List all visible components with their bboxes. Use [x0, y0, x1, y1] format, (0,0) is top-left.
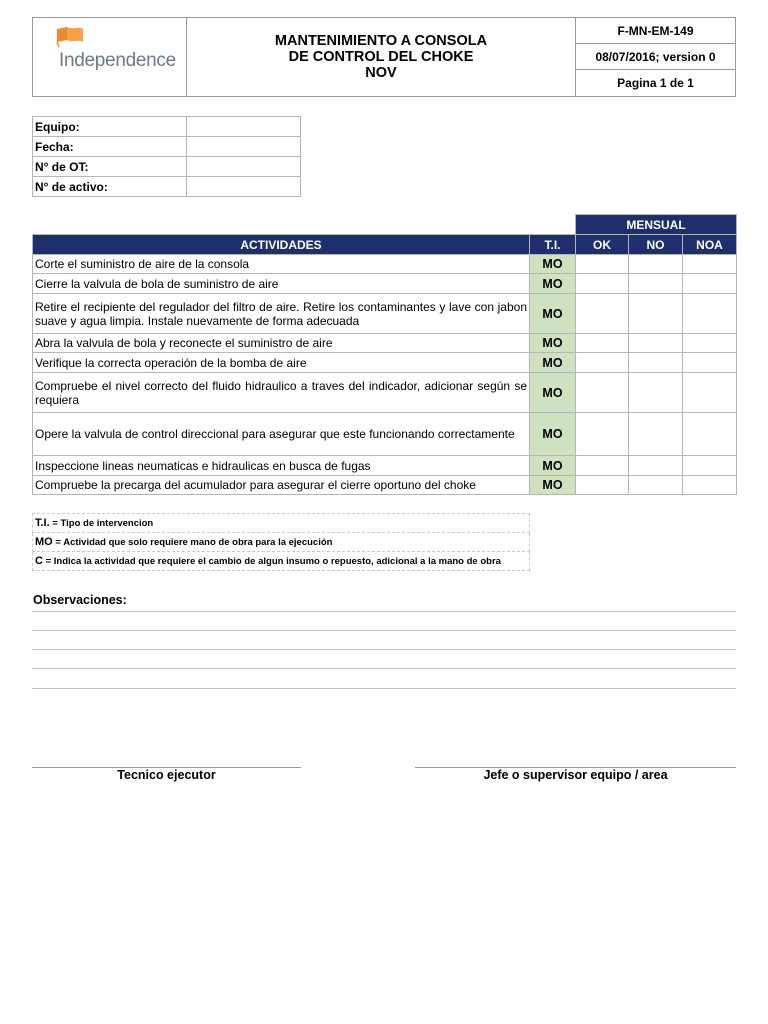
- activity-text: Retire el recipiente del regulador del filtro de aire. Retire los contaminantes y lave con jabon suave y agua limpia. Instale nuevamente de forma adecuada: [33, 294, 530, 334]
- ok-cell[interactable]: [576, 373, 629, 413]
- ti-cell: MO: [530, 353, 576, 373]
- no-cell[interactable]: [629, 334, 683, 353]
- activity-text: Compruebe la precarga del acumulador para asegurar el cierre oportuno del choke: [33, 476, 530, 495]
- ti-header: T.I.: [530, 235, 576, 255]
- legend-row: [33, 552, 530, 571]
- ti-cell: MO: [530, 274, 576, 294]
- logo: [33, 18, 187, 96]
- table-row: [33, 294, 737, 334]
- legend-item: [33, 514, 530, 533]
- no-header: NO: [629, 235, 683, 255]
- page-number: Pagina 1 de 1: [617, 76, 694, 90]
- ti-cell: MO: [530, 255, 576, 274]
- ok-cell[interactable]: [576, 294, 629, 334]
- noa-cell[interactable]: [683, 334, 737, 353]
- column-header-row: [33, 235, 737, 255]
- ok-cell[interactable]: [576, 413, 629, 456]
- ok-cell[interactable]: [576, 334, 629, 353]
- info-value-fecha[interactable]: [187, 137, 301, 157]
- info-label-ot: N° de OT:: [33, 157, 187, 177]
- mensual-header: MENSUAL: [576, 215, 737, 235]
- info-value-equipo[interactable]: [187, 117, 301, 137]
- legend-row: [33, 533, 530, 552]
- ti-cell: MO: [530, 373, 576, 413]
- noa-cell[interactable]: [683, 255, 737, 274]
- info-label-fecha: Fecha:: [33, 137, 187, 157]
- legend-key: C: [35, 555, 43, 567]
- info-label-activo: N° de activo:: [33, 177, 187, 197]
- document-code: F-MN-EM-149: [576, 18, 735, 44]
- ti-cell: MO: [530, 456, 576, 476]
- no-cell[interactable]: [629, 373, 683, 413]
- no-cell[interactable]: [629, 413, 683, 456]
- table-row: [33, 334, 737, 353]
- activity-text: Verifique la correcta operación de la bomba de aire: [33, 353, 530, 373]
- info-table: [32, 116, 301, 197]
- observation-line[interactable]: [32, 611, 736, 612]
- ok-cell[interactable]: [576, 274, 629, 294]
- no-cell[interactable]: [629, 274, 683, 294]
- no-cell[interactable]: [629, 294, 683, 334]
- noa-cell[interactable]: [683, 413, 737, 456]
- group-header-row: [33, 215, 737, 235]
- activity-text: Cierre la valvula de bola de suministro de aire: [33, 274, 530, 294]
- no-cell[interactable]: [629, 255, 683, 274]
- legend-text: = Tipo de intervencion: [52, 518, 154, 529]
- flag-icon: [55, 26, 85, 48]
- table-row: [33, 456, 737, 476]
- activities-header: ACTIVIDADES: [33, 235, 530, 255]
- table-row: [33, 373, 737, 413]
- activity-text: Opere la valvula de control direccional para asegurar que este funcionando correctamente: [33, 413, 530, 456]
- ti-cell: MO: [530, 294, 576, 334]
- activity-text: Inspeccione lineas neumaticas e hidraulicas en busca de fugas: [33, 456, 530, 476]
- observation-line[interactable]: [32, 649, 736, 650]
- noa-cell[interactable]: [683, 274, 737, 294]
- document-header: [32, 17, 736, 97]
- observations-label: Observaciones:: [33, 593, 127, 607]
- title-line: NOV: [365, 65, 397, 81]
- table-row: [33, 274, 737, 294]
- legend-text: = Indica la actividad que requiere el cambio de algun insumo o repuesto, adicional a la mano de obra: [45, 556, 501, 567]
- no-cell[interactable]: [629, 456, 683, 476]
- ti-cell: MO: [530, 476, 576, 495]
- noa-header: NOA: [683, 235, 737, 255]
- table-row: [33, 353, 737, 373]
- info-value-activo[interactable]: [187, 177, 301, 197]
- legend-row: [33, 514, 530, 533]
- signature-label-supervisor: Jefe o supervisor equipo / area: [483, 768, 668, 782]
- ti-cell: MO: [530, 413, 576, 456]
- document-title: [187, 18, 576, 96]
- no-cell[interactable]: [629, 353, 683, 373]
- noa-cell[interactable]: [683, 353, 737, 373]
- legend-key: MO: [35, 536, 53, 548]
- ok-cell[interactable]: [576, 255, 629, 274]
- logo-text: Independence: [59, 50, 176, 71]
- ok-cell[interactable]: [576, 353, 629, 373]
- ti-cell: MO: [530, 334, 576, 353]
- noa-cell[interactable]: [683, 456, 737, 476]
- blank-cell: [33, 215, 576, 235]
- observation-line[interactable]: [32, 688, 736, 689]
- info-label-equipo: Equipo:: [33, 117, 187, 137]
- legend-item: [33, 533, 530, 552]
- activity-text: Compruebe el nivel correcto del fluido hidraulico a traves del indicador, adicionar según se requiera: [33, 373, 530, 413]
- no-cell[interactable]: [629, 476, 683, 495]
- table-row: [33, 255, 737, 274]
- ok-cell[interactable]: [576, 476, 629, 495]
- activities-table: [32, 214, 737, 495]
- ok-cell[interactable]: [576, 456, 629, 476]
- table-row: [33, 413, 737, 456]
- signature-label-technician: Tecnico ejecutor: [117, 768, 216, 782]
- info-row: [33, 117, 301, 137]
- activity-text: Abra la valvula de bola y reconecte el suministro de aire: [33, 334, 530, 353]
- legend-key: T.I.: [35, 517, 50, 529]
- noa-cell[interactable]: [683, 294, 737, 334]
- document-meta: [576, 18, 735, 96]
- document-date-version: 08/07/2016; version 0: [576, 44, 735, 70]
- info-row: [33, 177, 301, 197]
- noa-cell[interactable]: [683, 476, 737, 495]
- noa-cell[interactable]: [683, 373, 737, 413]
- ok-header: OK: [576, 235, 629, 255]
- info-value-ot[interactable]: [187, 157, 301, 177]
- info-row: [33, 157, 301, 177]
- observation-line[interactable]: [32, 668, 736, 669]
- legend-item: [33, 552, 530, 571]
- legend-text: = Actividad que solo requiere mano de obra para la ejecución: [55, 537, 333, 548]
- observation-line[interactable]: [32, 630, 736, 631]
- title-line: DE CONTROL DEL CHOKE: [288, 49, 474, 65]
- table-row: [33, 476, 737, 495]
- title-line: MANTENIMIENTO A CONSOLA: [274, 33, 488, 49]
- legend-table: [32, 513, 530, 571]
- info-row: [33, 137, 301, 157]
- activity-text: Corte el suministro de aire de la consola: [33, 255, 530, 274]
